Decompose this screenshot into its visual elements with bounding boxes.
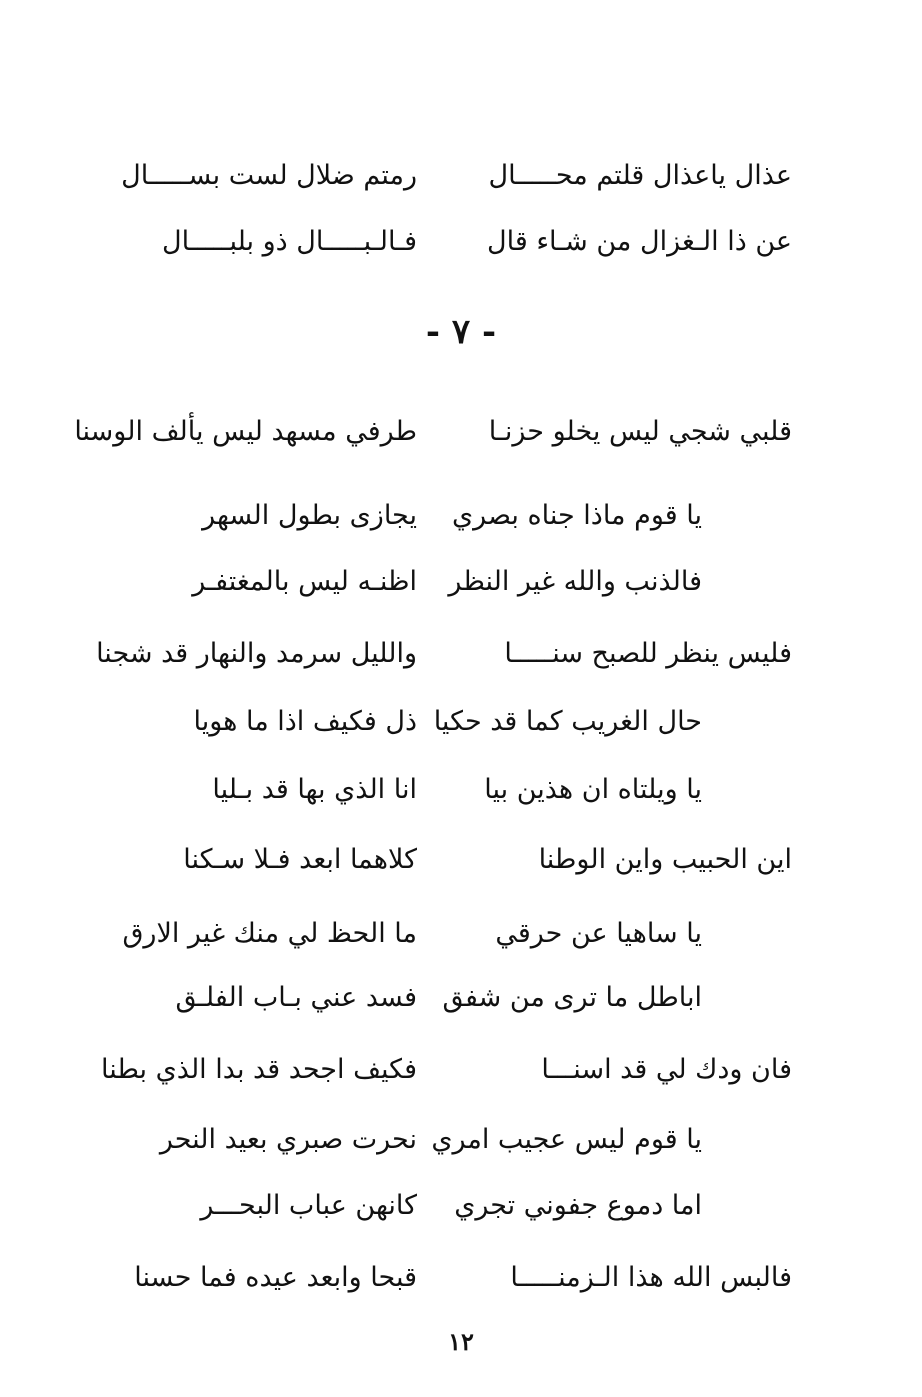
verse-5-second-hemistich: ذل فكيف اذا ما هويا [193, 706, 417, 737]
prev-verse-2-second-hemistich: فـالـبـــــال ذو بلبـــــال [162, 226, 417, 257]
verse-1-second-hemistich: طرفي مسهد ليس يألف الوسنا [74, 416, 417, 447]
verse-3-first-hemistich: فالذنب والله غير النظر [448, 566, 702, 597]
prev-verse-1-first-hemistich: عذال ياعذال قلتم محـــــال [488, 160, 792, 191]
verse-4-first-hemistich: فليس ينظر للصبح سنـــــا [504, 638, 792, 669]
verse-2-second-hemistich: يجازى بطول السهر [202, 500, 417, 531]
verse-13-second-hemistich: قبحا وابعد عيده فما حسنا [134, 1262, 417, 1293]
verse-9-first-hemistich: اباطل ما ترى من شفق [442, 982, 702, 1013]
verse-5-first-hemistich: حال الغريب كما قد حكيا [433, 706, 702, 737]
verse-7-first-hemistich: اين الحبيب واين الوطنا [538, 844, 792, 875]
verse-10-second-hemistich: فكيف اجحد قد بدا الذي بطنا [101, 1054, 417, 1085]
verse-10-first-hemistich: فان ودك لي قد اسنـــا [541, 1054, 792, 1085]
prev-verse-1-second-hemistich: رمتم ضلال لست بســـــال [121, 160, 417, 191]
verse-8-first-hemistich: يا ساهيا عن حرقي [495, 918, 702, 949]
verse-1-first-hemistich: قلبي شجي ليس يخلو حزنـا [488, 416, 792, 447]
verse-6-first-hemistich: يا ويلتاه ان هذين بيا [484, 774, 702, 805]
verse-12-second-hemistich: كانهن عباب البحـــر [200, 1190, 417, 1221]
verse-11-second-hemistich: نحرت صبري بعيد النحر [159, 1124, 417, 1155]
verse-13-first-hemistich: فالبس الله هذا الـزمنـــــا [510, 1262, 792, 1293]
prev-verse-2-first-hemistich: عن ذا الـغزال من شـاء قال [486, 226, 792, 257]
verse-6-second-hemistich: انا الذي بها قد بـليا [212, 774, 417, 805]
verse-12-first-hemistich: اما دموع جفوني تجري [454, 1190, 702, 1221]
verse-8-second-hemistich: ما الحظ لي منك غير الارق [122, 918, 417, 949]
verse-2-first-hemistich: يا قوم ماذا جناه بصري [451, 500, 702, 531]
section-number: - ٧ - [425, 312, 497, 352]
page-number: ١٢ [448, 1327, 474, 1356]
verse-9-second-hemistich: فسد عني بـاب الفلـق [175, 982, 417, 1013]
verse-7-second-hemistich: كلاهما ابعد فـلا سـكنا [183, 844, 417, 875]
verse-11-first-hemistich: يا قوم ليس عجيب امري [431, 1124, 702, 1155]
verse-4-second-hemistich: والليل سرمد والنهار قد شجنا [96, 638, 417, 669]
verse-3-second-hemistich: اظنـه ليس بالمغتفـر [192, 566, 417, 597]
